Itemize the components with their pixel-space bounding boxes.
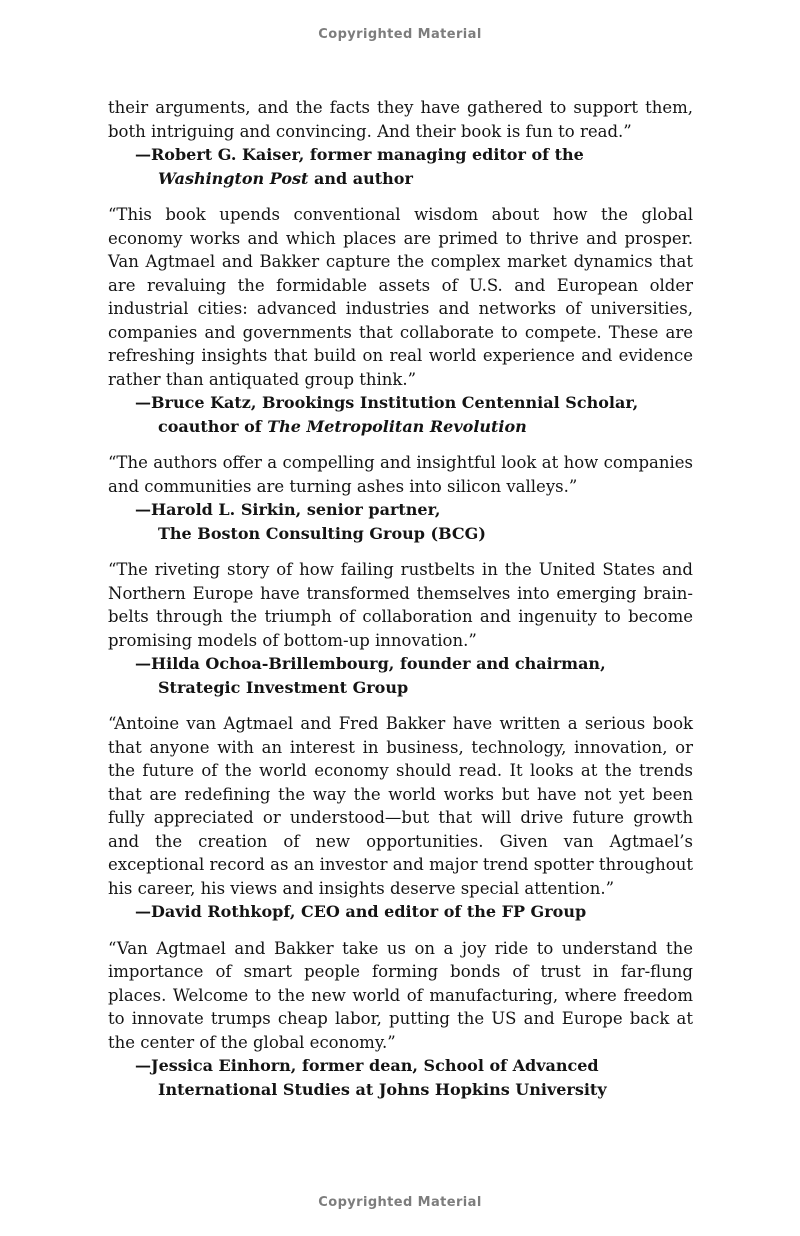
quote-block (108, 937, 693, 1102)
attribution-line (108, 167, 693, 191)
attribution-text: The Boston Consulting Group (BCG) (158, 523, 486, 543)
attribution-book-title: Washington Post (158, 168, 309, 188)
attribution-line (108, 652, 693, 676)
quote-block (108, 558, 693, 699)
attribution-line (108, 676, 693, 700)
attribution-line (108, 143, 693, 167)
attribution-text: coauthor of (158, 416, 268, 436)
quote-block (108, 451, 693, 545)
attribution-line (108, 522, 693, 546)
attribution-text: —Jessica Einhorn, former dean, School of Advanced (135, 1056, 599, 1075)
quote-text: their arguments, and the facts they have gathered to support them, both intriguing and convincing. And their book is fun to read.” (108, 98, 693, 141)
quote-block (108, 203, 693, 438)
attribution-text: —Bruce Katz, Brookings Institution Centennial Scholar, (135, 393, 639, 412)
quote-attribution (108, 900, 693, 924)
copyright-notice-bottom: Copyrighted Material (318, 1195, 482, 1210)
attribution-text: —Harold L. Sirkin, senior partner, (135, 500, 441, 519)
quote-block (108, 96, 693, 190)
quote-text: “Van Agtmael and Bakker take us on a joy ride to understand the importance of smart people forming bonds of trust in far-flung places. Welcome to the new world of manufacturing, where freedom to innovate trumps cheap labor, putting the US and Europe back at the center of the global economy.” (108, 938, 693, 1052)
attribution-line (108, 415, 693, 439)
quote-text: “Antoine van Agtmael and Fred Bakker have written a serious book that anyone with an interest in business, technology, innovation, or the future of the world economy should read. It looks at the trends that are redefining the way the world works but have not yet been fully appreciated or understood—but that will drive future growth and the creation of new opportunities. Given van Agtmael’s exceptional record as an investor and major trend spotter throughout his career, his views and insights deserve special attention.” (108, 714, 693, 898)
quote-text: “This book upends conventional wisdom about how the global economy works and which places are primed to thrive and prosper. Van Agtmael and Bakker capture the complex market dynamics that are revaluing the formidable assets of U.S. and European older industrial cities: advanced industries and networks of universities, companies and governments that collaborate to compete. These are refreshing insights that build on real world experience and evidence rather than antiquated group think.” (108, 205, 693, 389)
attribution-text: and author (308, 168, 413, 188)
attribution-line (108, 391, 693, 415)
quotes-list (108, 96, 693, 1114)
attribution-text: Strategic Investment Group (158, 677, 409, 697)
quote-attribution (108, 652, 693, 699)
attribution-text: —Robert G. Kaiser, former managing editor of the (135, 145, 584, 164)
attribution-book-title: The Metropolitan Revolution (267, 416, 527, 436)
quote-text: “The authors offer a compelling and insightful look at how companies and communities are turning ashes into silicon valleys.” (108, 453, 693, 496)
attribution-text: —David Rothkopf, CEO and editor of the FP Group (135, 902, 587, 921)
quote-text: “The riveting story of how failing rustbelts in the United States and Northern Europe have transformed themselves into emerging brain-belts through the triumph of collaboration and ingenuity to become promising models of bottom-up innovation.” (108, 560, 693, 650)
attribution-line (108, 498, 693, 522)
quote-block (108, 712, 693, 924)
quote-attribution (108, 143, 693, 190)
quote-attribution (108, 391, 693, 438)
attribution-line (108, 1054, 693, 1078)
copyright-notice-top: Copyrighted Material (318, 27, 482, 42)
attribution-line (108, 900, 693, 924)
quote-attribution (108, 1054, 693, 1101)
attribution-line (108, 1078, 693, 1102)
attribution-text: —Hilda Ochoa-Brillembourg, founder and chairman, (135, 654, 606, 673)
attribution-text: International Studies at Johns Hopkins University (158, 1079, 607, 1099)
quote-attribution (108, 498, 693, 545)
